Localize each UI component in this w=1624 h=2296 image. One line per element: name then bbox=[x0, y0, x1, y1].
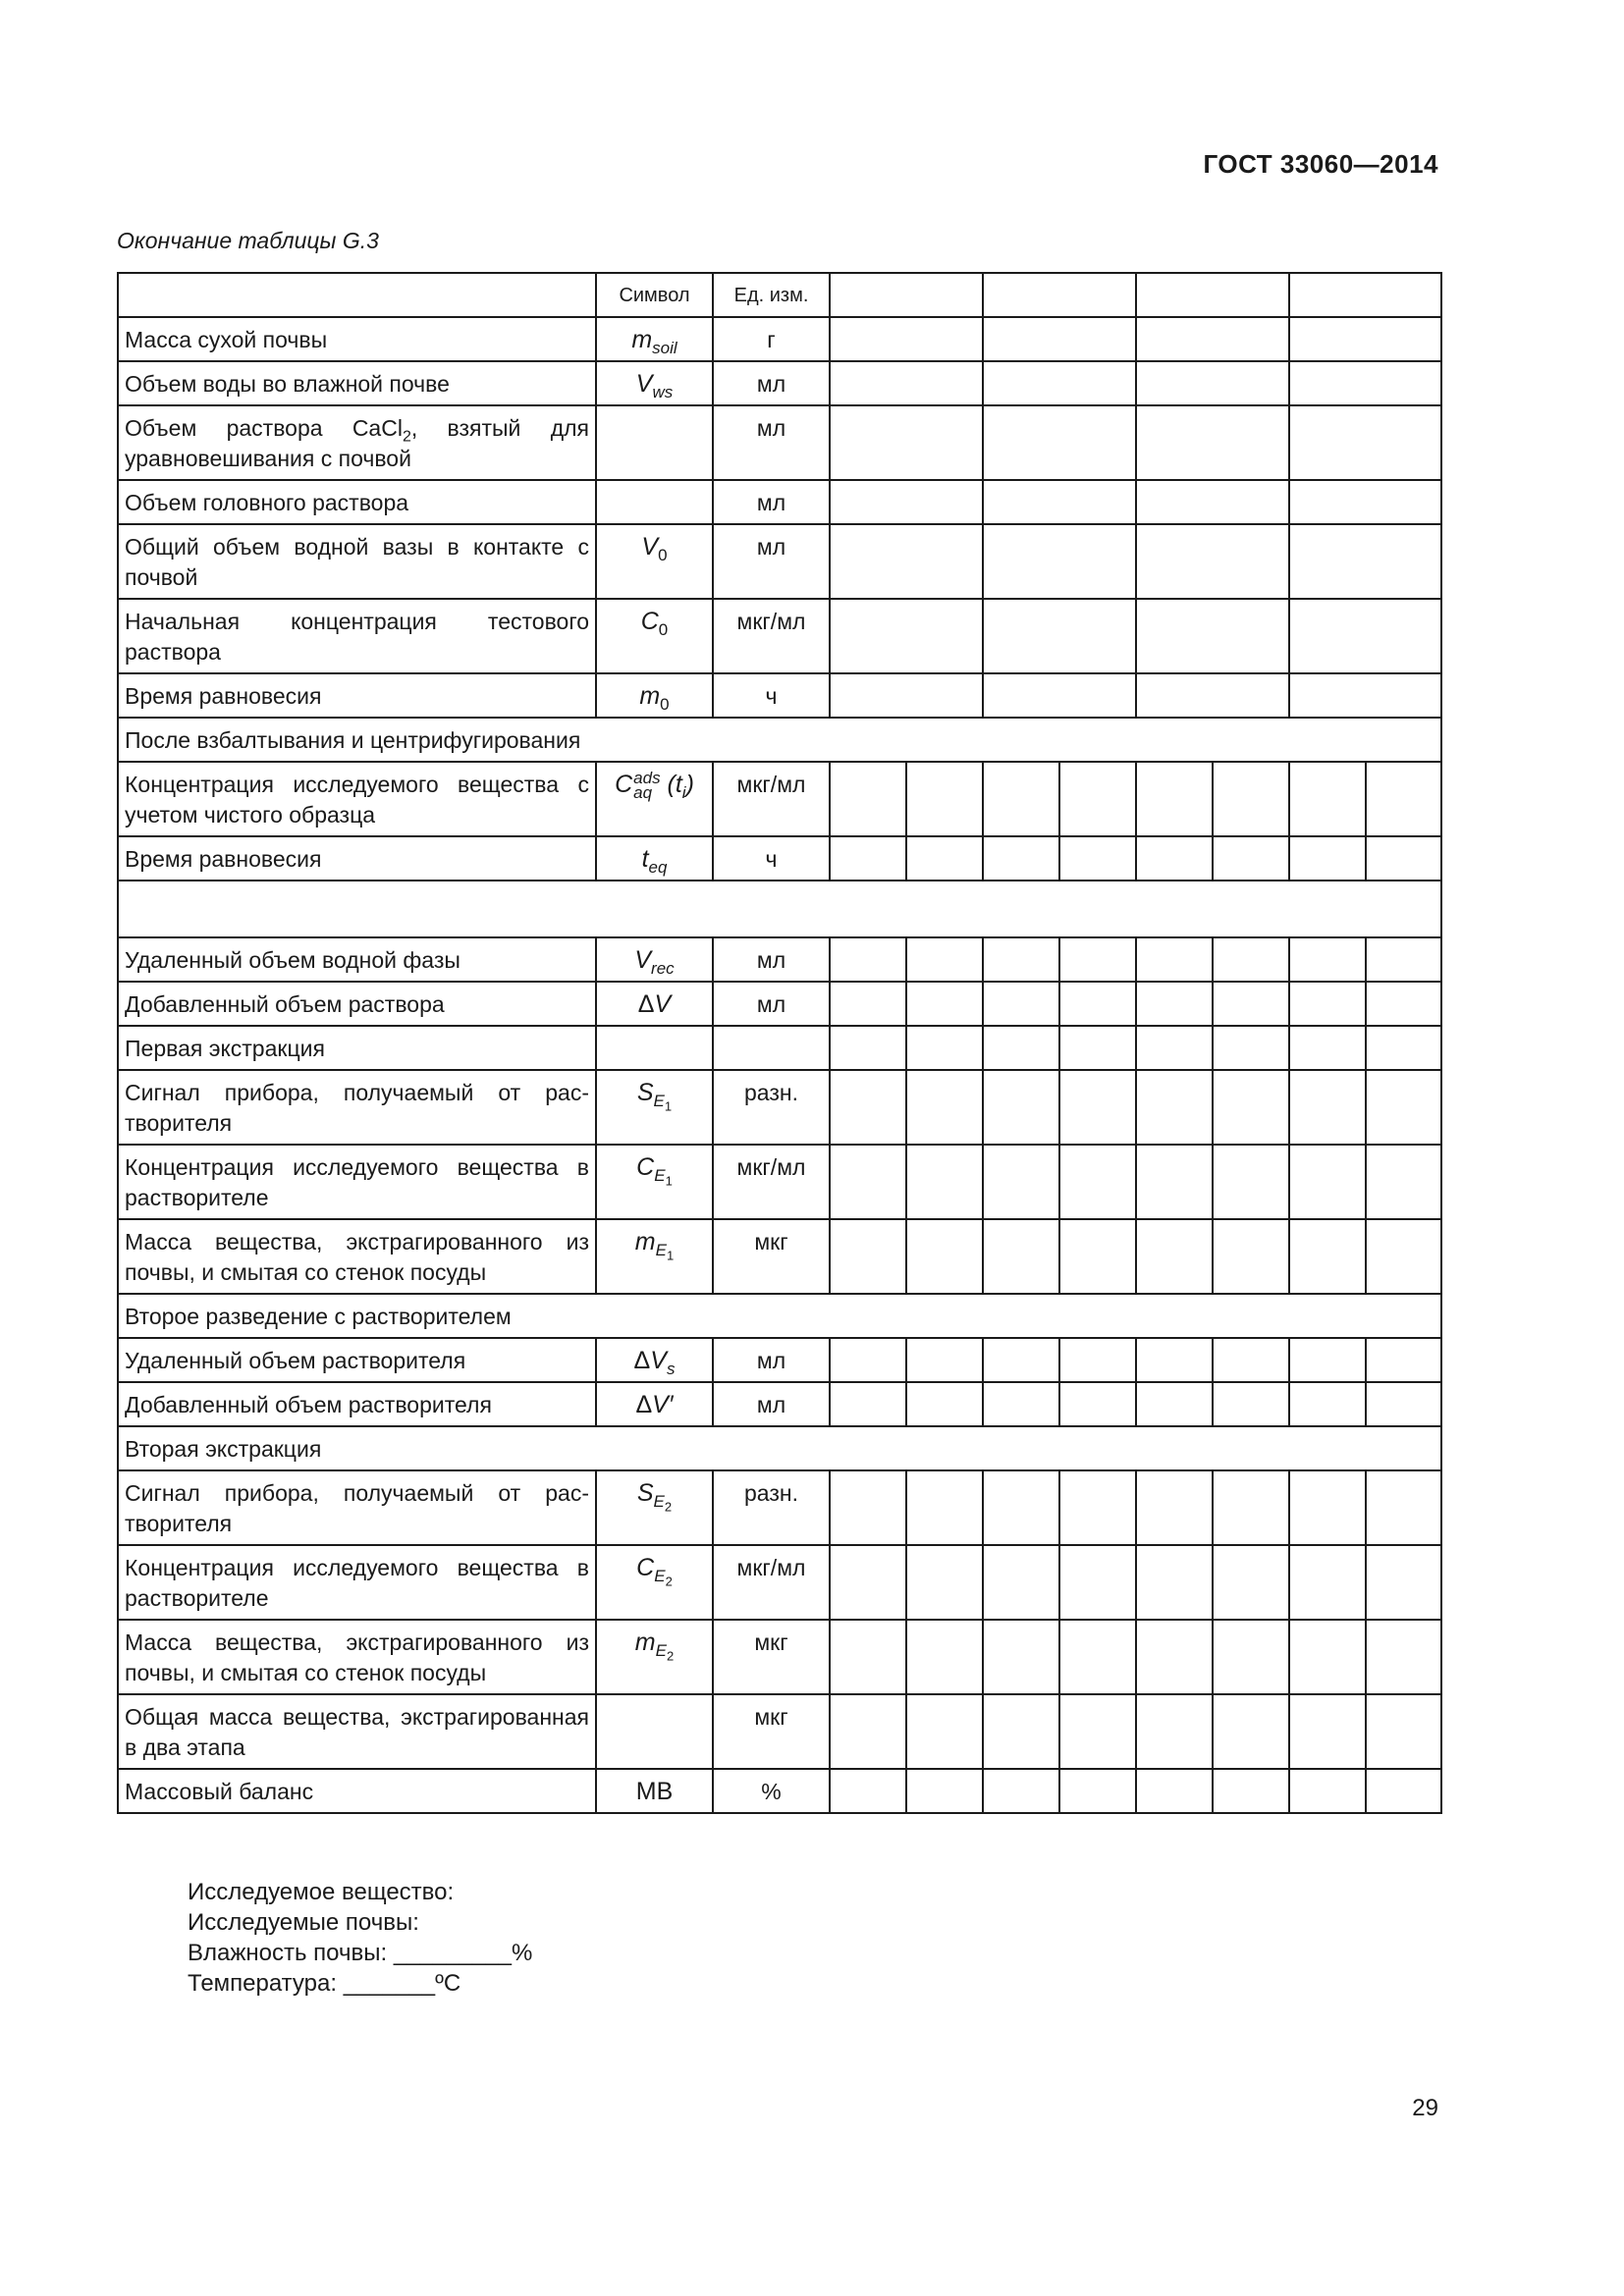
value-cell bbox=[1136, 1145, 1213, 1219]
value-cell bbox=[1213, 1382, 1289, 1426]
value-cell bbox=[906, 836, 983, 881]
value-cell bbox=[1213, 836, 1289, 881]
value-cell bbox=[983, 937, 1059, 982]
value-cell bbox=[1289, 937, 1366, 982]
table-row bbox=[118, 937, 1441, 982]
table-row bbox=[118, 1545, 1441, 1620]
symbol-cell: $C_0$ bbox=[596, 599, 713, 673]
table-row bbox=[118, 1070, 1441, 1145]
table-row bbox=[118, 1470, 1441, 1545]
symbol-cell: $V_0$ bbox=[596, 524, 713, 599]
value-cell bbox=[1366, 1026, 1441, 1070]
value-cell bbox=[830, 982, 906, 1026]
header-empty-cell bbox=[830, 273, 983, 317]
value-cell bbox=[1136, 937, 1213, 982]
parameter-name-cell: Концентрация исследуемого вещества с учетом чистого образца bbox=[118, 762, 596, 836]
value-cell bbox=[1136, 1026, 1213, 1070]
value-cell bbox=[983, 361, 1136, 405]
parameter-name-cell: Концентрация исследуемого вещества в растворителе bbox=[118, 1145, 596, 1219]
unit-cell: мкг/мл bbox=[713, 599, 830, 673]
value-cell bbox=[1059, 1620, 1136, 1694]
value-cell bbox=[983, 1620, 1059, 1694]
value-cell bbox=[1366, 762, 1441, 836]
value-cell bbox=[1289, 480, 1441, 524]
parameter-name-cell: Удаленный объем водной фазы bbox=[118, 937, 596, 982]
value-cell bbox=[830, 1070, 906, 1145]
value-cell bbox=[1366, 1769, 1441, 1813]
value-cell bbox=[1136, 982, 1213, 1026]
symbol-cell: $S_{E_1}$ bbox=[596, 1070, 713, 1145]
symbol-cell: $V_{rec}$ bbox=[596, 937, 713, 982]
table-body bbox=[118, 273, 1441, 1813]
value-cell bbox=[1213, 1694, 1289, 1769]
table-row bbox=[118, 836, 1441, 881]
parameter-name-cell: Сигнал прибора, получаемый от растворителя bbox=[118, 1470, 596, 1545]
table-row bbox=[118, 1145, 1441, 1219]
symbol-cell: $\Delta V_s$ bbox=[596, 1338, 713, 1382]
value-cell bbox=[1136, 524, 1289, 599]
unit-cell: мкг bbox=[713, 1694, 830, 1769]
value-cell bbox=[830, 1382, 906, 1426]
value-cell bbox=[983, 1338, 1059, 1382]
value-cell bbox=[1136, 317, 1289, 361]
unit-cell: разн. bbox=[713, 1070, 830, 1145]
symbol-cell bbox=[596, 480, 713, 524]
unit-cell: мкг bbox=[713, 1620, 830, 1694]
value-cell bbox=[1366, 1070, 1441, 1145]
value-cell bbox=[1213, 1070, 1289, 1145]
unit-cell: ч bbox=[713, 836, 830, 881]
value-cell bbox=[983, 1545, 1059, 1620]
unit-cell: мл bbox=[713, 937, 830, 982]
value-cell bbox=[1289, 762, 1366, 836]
value-cell bbox=[830, 405, 983, 480]
value-cell bbox=[1213, 1769, 1289, 1813]
value-cell bbox=[983, 405, 1136, 480]
value-cell bbox=[1059, 1769, 1136, 1813]
value-cell bbox=[1136, 1070, 1213, 1145]
table-row bbox=[118, 762, 1441, 836]
value-cell bbox=[983, 1382, 1059, 1426]
table-row bbox=[118, 1219, 1441, 1294]
value-cell bbox=[983, 673, 1136, 718]
value-cell bbox=[1289, 1694, 1366, 1769]
blank-row-cell bbox=[118, 881, 1441, 937]
table-row bbox=[118, 361, 1441, 405]
parameter-name-cell: Общая масса вещества, экстрагированная в два этапа bbox=[118, 1694, 596, 1769]
section-heading-cell: Второе разведение с растворителем bbox=[118, 1294, 1441, 1338]
unit-cell: мл bbox=[713, 480, 830, 524]
value-cell bbox=[906, 1545, 983, 1620]
value-cell bbox=[1213, 1620, 1289, 1694]
unit-cell: % bbox=[713, 1769, 830, 1813]
parameter-name-cell: Добавленный объем растворителя bbox=[118, 1382, 596, 1426]
value-cell bbox=[1366, 1545, 1441, 1620]
parameter-name-cell: Масса вещества, экстрагированного из почвы, и смытая со стенок посуды bbox=[118, 1219, 596, 1294]
table-row bbox=[118, 982, 1441, 1026]
symbol-cell: $m_0$ bbox=[596, 673, 713, 718]
parameter-name-cell: Масса вещества, экстрагированного из почвы, и смытая со стенок посуды bbox=[118, 1620, 596, 1694]
value-cell bbox=[1289, 524, 1441, 599]
unit-cell: мкг/мл bbox=[713, 1545, 830, 1620]
symbol-cell: $C_{E_1}$ bbox=[596, 1145, 713, 1219]
value-cell bbox=[1213, 1219, 1289, 1294]
substance-label: Исследуемое вещество: bbox=[188, 1879, 455, 1905]
value-cell bbox=[830, 1769, 906, 1813]
value-cell bbox=[1136, 1694, 1213, 1769]
value-cell bbox=[1059, 836, 1136, 881]
value-cell bbox=[1213, 762, 1289, 836]
table-header-row bbox=[118, 273, 1441, 317]
value-cell bbox=[906, 762, 983, 836]
value-cell bbox=[906, 1338, 983, 1382]
value-cell bbox=[830, 1219, 906, 1294]
table-row bbox=[118, 1382, 1441, 1426]
value-cell bbox=[1289, 1070, 1366, 1145]
symbol-cell bbox=[596, 1694, 713, 1769]
value-cell bbox=[1213, 937, 1289, 982]
table-row bbox=[118, 1426, 1441, 1470]
value-cell bbox=[830, 1145, 906, 1219]
parameter-name-cell: Добавленный объем раствора bbox=[118, 982, 596, 1026]
value-cell bbox=[906, 937, 983, 982]
symbol-cell: $V_{ws}$ bbox=[596, 361, 713, 405]
parameter-name-cell: Объем воды во влажной почве bbox=[118, 361, 596, 405]
data-table bbox=[117, 272, 1442, 1814]
table-row bbox=[118, 599, 1441, 673]
value-cell bbox=[1136, 480, 1289, 524]
symbol-cell: C ads aq $(t_i)$ bbox=[596, 762, 713, 836]
value-cell bbox=[1366, 836, 1441, 881]
value-cell bbox=[1059, 937, 1136, 982]
value-cell bbox=[906, 1470, 983, 1545]
value-cell bbox=[1366, 1338, 1441, 1382]
value-cell bbox=[983, 1769, 1059, 1813]
value-cell bbox=[1136, 1620, 1213, 1694]
moisture-label: Влажность почвы: _________% bbox=[188, 1940, 533, 1966]
value-cell bbox=[1289, 836, 1366, 881]
value-cell bbox=[1136, 1382, 1213, 1426]
value-cell bbox=[906, 1070, 983, 1145]
symbol-cell: ΔV bbox=[596, 982, 713, 1026]
table-row bbox=[118, 1026, 1441, 1070]
parameter-name-cell: Начальная концентрация тестового раствора bbox=[118, 599, 596, 673]
value-cell bbox=[983, 1070, 1059, 1145]
value-cell bbox=[1366, 1694, 1441, 1769]
value-cell bbox=[1059, 1219, 1136, 1294]
value-cell bbox=[983, 480, 1136, 524]
symbol-cell: $t_{eq}$ bbox=[596, 836, 713, 881]
unit-cell: мкг/мл bbox=[713, 762, 830, 836]
value-cell bbox=[830, 361, 983, 405]
page-number: 29 bbox=[1412, 2095, 1438, 2121]
symbol-cell: ΔV′ bbox=[596, 1382, 713, 1426]
value-cell bbox=[1059, 1470, 1136, 1545]
value-cell bbox=[906, 1694, 983, 1769]
table-row bbox=[118, 673, 1441, 718]
parameter-name-cell: Общий объем водной вазы в контакте с почвой bbox=[118, 524, 596, 599]
table-row bbox=[118, 405, 1441, 480]
value-cell bbox=[1136, 361, 1289, 405]
value-cell bbox=[906, 982, 983, 1026]
value-cell bbox=[830, 937, 906, 982]
value-cell bbox=[1289, 405, 1441, 480]
parameter-name-cell: Удаленный объем растворителя bbox=[118, 1338, 596, 1382]
value-cell bbox=[1136, 599, 1289, 673]
header-name-cell bbox=[118, 273, 596, 317]
value-cell bbox=[1136, 673, 1289, 718]
value-cell bbox=[906, 1382, 983, 1426]
value-cell bbox=[983, 1219, 1059, 1294]
parameter-name-cell: Масса сухой почвы bbox=[118, 317, 596, 361]
value-cell bbox=[1366, 1620, 1441, 1694]
value-cell bbox=[1059, 1338, 1136, 1382]
symbol-cell: $m_{E_1}$ bbox=[596, 1219, 713, 1294]
value-cell bbox=[1059, 1026, 1136, 1070]
value-cell bbox=[1059, 762, 1136, 836]
value-cell bbox=[1289, 317, 1441, 361]
parameter-name-cell: Время равновесия bbox=[118, 836, 596, 881]
header-empty-cell bbox=[1289, 273, 1441, 317]
unit-cell: мл bbox=[713, 405, 830, 480]
value-cell bbox=[1136, 1545, 1213, 1620]
unit-cell: разн. bbox=[713, 1470, 830, 1545]
value-cell bbox=[983, 317, 1136, 361]
value-cell bbox=[1289, 673, 1441, 718]
value-cell bbox=[906, 1219, 983, 1294]
value-cell bbox=[1289, 599, 1441, 673]
value-cell bbox=[983, 524, 1136, 599]
unit-cell: мл bbox=[713, 1382, 830, 1426]
value-cell bbox=[983, 1145, 1059, 1219]
table-row bbox=[118, 1338, 1441, 1382]
value-cell bbox=[1059, 1694, 1136, 1769]
parameter-name-cell: Концентрация исследуемого вещества в растворителе bbox=[118, 1545, 596, 1620]
value-cell bbox=[983, 762, 1059, 836]
section-heading-cell: После взбалтывания и центрифугирования bbox=[118, 718, 1441, 762]
soils-label: Исследуемые почвы: bbox=[188, 1909, 419, 1936]
parameter-name-cell: Объем головного раствора bbox=[118, 480, 596, 524]
section-heading-cell: Вторая экстракция bbox=[118, 1426, 1441, 1470]
value-cell bbox=[906, 1145, 983, 1219]
value-cell bbox=[1213, 982, 1289, 1026]
value-cell bbox=[1059, 1382, 1136, 1426]
value-cell bbox=[1059, 1545, 1136, 1620]
footer-notes bbox=[188, 1877, 532, 1999]
value-cell bbox=[906, 1769, 983, 1813]
header-symbol-cell: Символ bbox=[596, 273, 713, 317]
document-code: ГОСТ 33060—2014 bbox=[1203, 149, 1438, 179]
value-cell bbox=[830, 762, 906, 836]
table-row bbox=[118, 718, 1441, 762]
parameter-name-cell: Время равновесия bbox=[118, 673, 596, 718]
value-cell bbox=[830, 1620, 906, 1694]
unit-cell: г bbox=[713, 317, 830, 361]
value-cell bbox=[1213, 1338, 1289, 1382]
value-cell bbox=[1289, 1338, 1366, 1382]
value-cell bbox=[1136, 762, 1213, 836]
value-cell bbox=[1289, 1145, 1366, 1219]
table-row bbox=[118, 524, 1441, 599]
value-cell bbox=[1366, 1470, 1441, 1545]
value-cell bbox=[1289, 1769, 1366, 1813]
value-cell bbox=[1136, 1470, 1213, 1545]
value-cell bbox=[1136, 1338, 1213, 1382]
header-empty-cell bbox=[1136, 273, 1289, 317]
unit-cell: мл bbox=[713, 1338, 830, 1382]
table-caption: Окончание таблицы G.3 bbox=[117, 228, 379, 253]
parameter-name-cell: Объем раствора CaCl$_2$, взятый для уравновешивания с почвой bbox=[118, 405, 596, 480]
value-cell bbox=[983, 599, 1136, 673]
value-cell bbox=[1289, 1545, 1366, 1620]
value-cell bbox=[1136, 836, 1213, 881]
unit-cell: мкг/мл bbox=[713, 1145, 830, 1219]
header-empty-cell bbox=[983, 273, 1136, 317]
parameter-name-cell: Первая экстракция bbox=[118, 1026, 596, 1070]
temperature-label: Температура: _______ºC bbox=[188, 1970, 461, 1997]
unit-cell: мкг bbox=[713, 1219, 830, 1294]
unit-cell: мл bbox=[713, 524, 830, 599]
table-row bbox=[118, 881, 1441, 937]
value-cell bbox=[830, 836, 906, 881]
symbol-cell: $m_{soil}$ bbox=[596, 317, 713, 361]
symbol-cell: $S_{E_2}$ bbox=[596, 1470, 713, 1545]
unit-cell: ч bbox=[713, 673, 830, 718]
value-cell bbox=[1366, 937, 1441, 982]
symbol-cell bbox=[596, 1026, 713, 1070]
value-cell bbox=[830, 1545, 906, 1620]
value-cell bbox=[830, 524, 983, 599]
value-cell bbox=[1213, 1026, 1289, 1070]
value-cell bbox=[1059, 1070, 1136, 1145]
value-cell bbox=[830, 1338, 906, 1382]
value-cell bbox=[1366, 1145, 1441, 1219]
unit-cell bbox=[713, 1026, 830, 1070]
parameter-name-cell: Сигнал прибора, получаемый от растворителя bbox=[118, 1070, 596, 1145]
value-cell bbox=[1059, 1145, 1136, 1219]
table-row bbox=[118, 317, 1441, 361]
value-cell bbox=[830, 480, 983, 524]
value-cell bbox=[906, 1026, 983, 1070]
value-cell bbox=[1289, 1382, 1366, 1426]
value-cell bbox=[1213, 1145, 1289, 1219]
table-row bbox=[118, 1694, 1441, 1769]
unit-cell: мл bbox=[713, 982, 830, 1026]
value-cell bbox=[1213, 1545, 1289, 1620]
value-cell bbox=[830, 673, 983, 718]
value-cell bbox=[830, 317, 983, 361]
value-cell bbox=[1366, 1219, 1441, 1294]
value-cell bbox=[1136, 1219, 1213, 1294]
value-cell bbox=[1289, 982, 1366, 1026]
parameter-name-cell: Массовый баланс bbox=[118, 1769, 596, 1813]
value-cell bbox=[1289, 1620, 1366, 1694]
header-unit-cell: Ед. изм. bbox=[713, 273, 830, 317]
symbol-cell: MB bbox=[596, 1769, 713, 1813]
value-cell bbox=[830, 1026, 906, 1070]
table-row bbox=[118, 1769, 1441, 1813]
value-cell bbox=[1366, 982, 1441, 1026]
value-cell bbox=[1289, 1026, 1366, 1070]
value-cell bbox=[906, 1620, 983, 1694]
value-cell bbox=[1136, 405, 1289, 480]
value-cell bbox=[983, 1026, 1059, 1070]
value-cell bbox=[1059, 982, 1136, 1026]
table-row bbox=[118, 1620, 1441, 1694]
value-cell bbox=[983, 1694, 1059, 1769]
value-cell bbox=[830, 599, 983, 673]
value-cell bbox=[1136, 1769, 1213, 1813]
value-cell bbox=[830, 1694, 906, 1769]
value-cell bbox=[1213, 1470, 1289, 1545]
value-cell bbox=[1289, 361, 1441, 405]
symbol-cell bbox=[596, 405, 713, 480]
symbol-cell: $m_{E_2}$ bbox=[596, 1620, 713, 1694]
value-cell bbox=[983, 1470, 1059, 1545]
value-cell bbox=[1289, 1470, 1366, 1545]
table-row bbox=[118, 1294, 1441, 1338]
value-cell bbox=[1366, 1382, 1441, 1426]
value-cell bbox=[1289, 1219, 1366, 1294]
value-cell bbox=[983, 982, 1059, 1026]
value-cell bbox=[983, 836, 1059, 881]
symbol-cell: $C_{E_2}$ bbox=[596, 1545, 713, 1620]
value-cell bbox=[830, 1470, 906, 1545]
unit-cell: мл bbox=[713, 361, 830, 405]
table-row bbox=[118, 480, 1441, 524]
